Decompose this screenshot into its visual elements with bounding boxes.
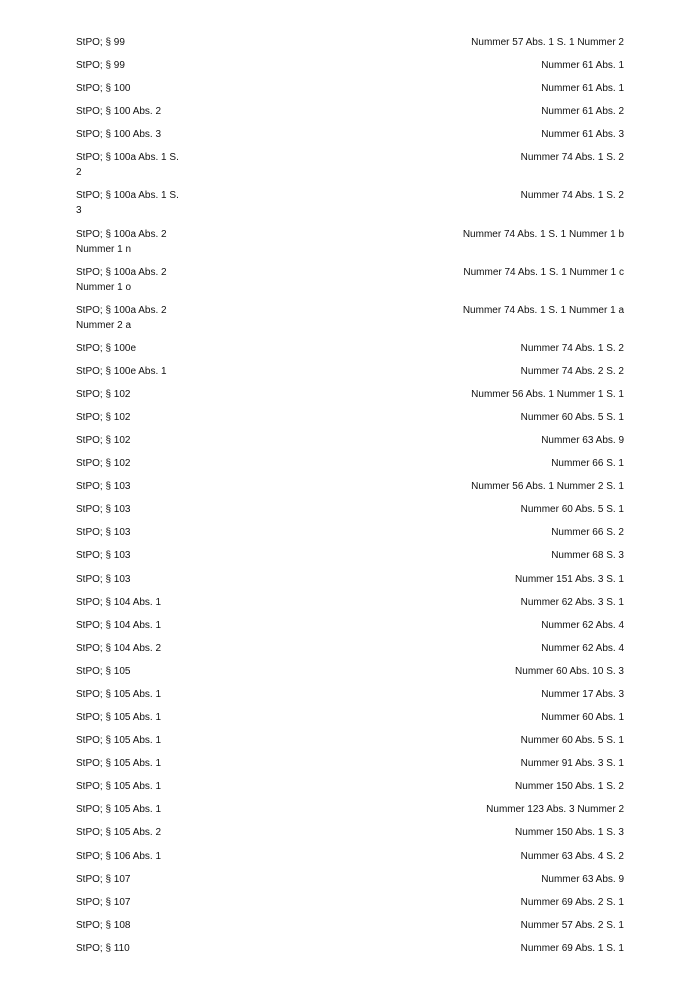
guideline-reference: Nummer 60 Abs. 5 S. 1 [520,504,624,516]
statute-reference: StPO; § 106 Abs. 1 [76,850,162,862]
table-row [76,641,624,664]
guideline-reference: Nummer 151 Abs. 3 S. 1 [515,573,624,585]
statute-reference: StPO; § 102 [76,458,131,470]
statute-reference: StPO; § 99 [76,60,125,72]
statute-reference: StPO; § 100e [76,342,137,354]
guideline-reference: Nummer 63 Abs. 4 S. 2 [520,850,624,862]
statute-reference: StPO; § 110 [76,942,130,954]
statute-reference: StPO; § 105 Abs. 1 [76,781,162,793]
table-row [76,410,624,433]
statute-reference: StPO; § 105 Abs. 1 [76,758,162,770]
statute-reference: StPO; § 107 [76,873,131,885]
statute-reference: StPO; § 103 [76,527,131,539]
guideline-reference: Nummer 62 Abs. 4 [541,642,624,654]
statute-reference: StPO; § 100a Abs. 2 Nummer 2 a [76,304,167,331]
table-row [76,104,624,127]
table-row [76,756,624,779]
table-row [76,779,624,802]
table-row [76,802,624,825]
table-row [76,710,624,733]
statute-reference: StPO; § 100a Abs. 1 S. 3 [76,190,179,217]
statute-reference: StPO; § 100a Abs. 2 Nummer 1 o [76,266,167,293]
statute-reference: StPO; § 100 [76,83,131,95]
table-row [76,687,624,710]
statute-reference: StPO; § 103 [76,481,131,493]
statute-reference: StPO; § 100e Abs. 1 [76,365,167,377]
table-row [76,81,624,104]
guideline-reference: Nummer 150 Abs. 1 S. 2 [515,781,624,793]
table-row [76,618,624,641]
table-row [76,872,624,895]
guideline-reference: Nummer 74 Abs. 1 S. 2 [520,152,624,164]
guideline-reference: Nummer 60 Abs. 5 S. 1 [520,735,624,747]
statute-reference: StPO; § 99 [76,37,125,48]
statute-reference: StPO; § 103 [76,550,131,562]
statute-reference: StPO; § 102 [76,435,131,447]
guideline-reference: Nummer 57 Abs. 1 S. 1 Nummer 2 [471,37,624,48]
statute-reference: StPO; § 102 [76,412,131,424]
table-row [76,387,624,410]
guideline-reference: Nummer 66 S. 2 [551,527,624,539]
guideline-reference: Nummer 74 Abs. 1 S. 1 Nummer 1 b [462,228,624,240]
statute-reference: StPO; § 105 Abs. 1 [76,804,162,816]
table-row [76,941,624,964]
guideline-reference: Nummer 57 Abs. 2 S. 1 [520,919,624,931]
table-row [76,733,624,756]
guideline-reference: Nummer 150 Abs. 1 S. 3 [515,827,624,839]
table-row [76,918,624,941]
statute-reference: StPO; § 103 [76,504,131,516]
statute-reference: StPO; § 104 Abs. 1 [76,619,162,631]
guideline-reference: Nummer 62 Abs. 4 [541,619,624,631]
guideline-reference: Nummer 61 Abs. 3 [541,129,624,141]
table-row [76,572,624,595]
guideline-reference: Nummer 68 S. 3 [551,550,624,562]
table-row [76,341,624,364]
statute-reference: StPO; § 105 Abs. 1 [76,688,162,700]
guideline-reference: Nummer 123 Abs. 3 Nummer 2 [486,804,624,816]
statute-reference: StPO; § 105 Abs. 1 [76,712,162,724]
statute-reference: StPO; § 108 [76,919,131,931]
table-row [76,265,624,303]
guideline-reference: Nummer 56 Abs. 1 Nummer 2 S. 1 [471,481,624,493]
statute-reference: StPO; § 105 Abs. 2 [76,827,162,839]
statute-reference: StPO; § 105 [76,665,131,677]
statute-reference: StPO; § 100 Abs. 3 [76,129,162,141]
guideline-reference: Nummer 17 Abs. 3 [541,688,624,700]
table-row [76,456,624,479]
table-row [76,664,624,687]
statute-reference: StPO; § 105 Abs. 1 [76,735,162,747]
guideline-reference: Nummer 74 Abs. 1 S. 1 Nummer 1 c [463,266,624,278]
guideline-reference: Nummer 61 Abs. 1 [541,83,624,95]
guideline-reference: Nummer 69 Abs. 1 S. 1 [520,942,624,954]
table-row [76,433,624,456]
statute-reference: StPO; § 100a Abs. 2 Nummer 1 n [76,228,167,255]
table-row [76,895,624,918]
table-row [76,227,624,265]
statute-reference: StPO; § 103 [76,573,131,585]
statute-reference: StPO; § 100 Abs. 2 [76,106,162,118]
guideline-reference: Nummer 74 Abs. 1 S. 2 [520,190,624,202]
guideline-reference: Nummer 61 Abs. 1 [541,60,624,72]
table-row [76,595,624,618]
table-row [76,825,624,848]
statute-reference: StPO; § 102 [76,388,131,400]
guideline-reference: Nummer 63 Abs. 9 [541,873,624,885]
guideline-reference: Nummer 74 Abs. 1 S. 1 Nummer 1 a [462,304,624,316]
table-row [76,479,624,502]
table-row [76,303,624,341]
table-row [76,188,624,226]
guideline-reference: Nummer 60 Abs. 5 S. 1 [520,412,624,424]
reference-table [76,35,624,964]
table-row [76,849,624,872]
table-row [76,502,624,525]
statute-reference: StPO; § 107 [76,896,131,908]
statute-reference: StPO; § 100a Abs. 1 S. 2 [76,152,179,179]
table-row [76,35,624,58]
guideline-reference: Nummer 63 Abs. 9 [541,435,624,447]
guideline-reference: Nummer 74 Abs. 1 S. 2 [520,342,624,354]
guideline-reference: Nummer 56 Abs. 1 Nummer 1 S. 1 [471,388,624,400]
guideline-reference: Nummer 60 Abs. 10 S. 3 [515,665,624,677]
guideline-reference: Nummer 91 Abs. 3 S. 1 [520,758,624,770]
table-row [76,150,624,188]
guideline-reference: Nummer 69 Abs. 2 S. 1 [520,896,624,908]
table-row [76,525,624,548]
guideline-reference: Nummer 60 Abs. 1 [541,712,624,724]
guideline-reference: Nummer 62 Abs. 3 S. 1 [520,596,624,608]
table-row [76,548,624,571]
table-row [76,127,624,150]
table-row [76,364,624,387]
table-row [76,58,624,81]
statute-reference: StPO; § 104 Abs. 2 [76,642,162,654]
guideline-reference: Nummer 74 Abs. 2 S. 2 [520,365,624,377]
guideline-reference: Nummer 66 S. 1 [551,458,624,470]
guideline-reference: Nummer 61 Abs. 2 [541,106,624,118]
statute-reference: StPO; § 104 Abs. 1 [76,596,162,608]
